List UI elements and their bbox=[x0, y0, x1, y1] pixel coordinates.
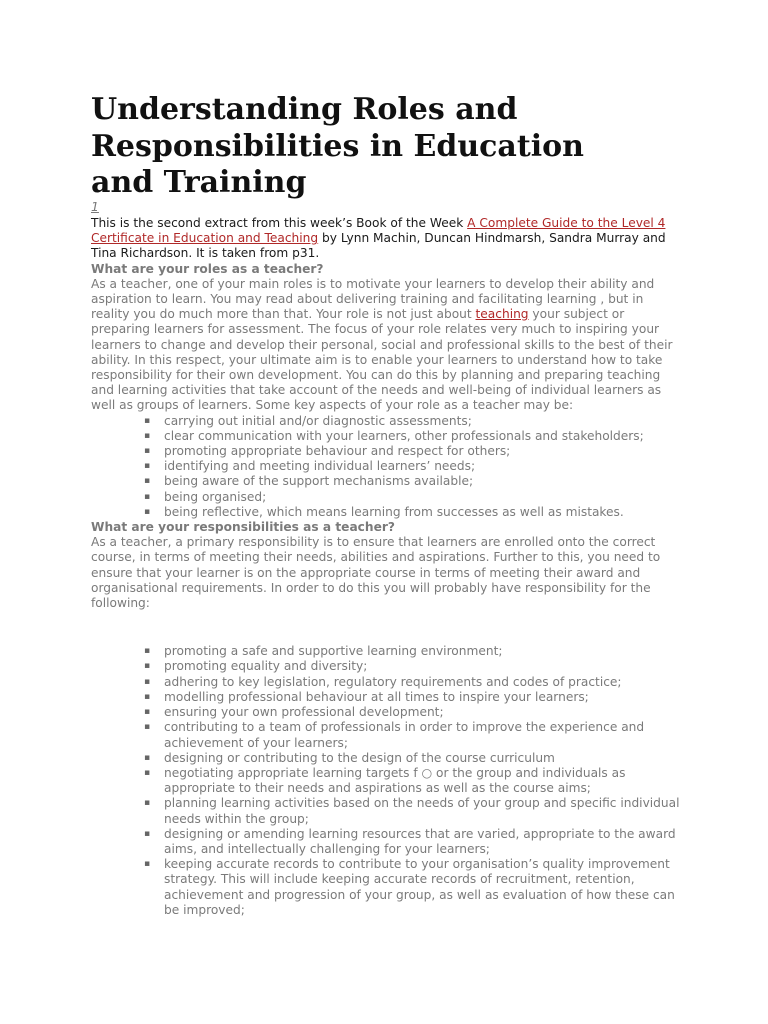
list-item-text: contributing to a team of professionals in order to improve the experience and achievement of your learners; bbox=[164, 720, 645, 750]
list-item bbox=[144, 720, 681, 750]
roles-paragraph bbox=[91, 277, 681, 414]
roles-list bbox=[91, 414, 681, 520]
list-item-text: being organised; bbox=[164, 489, 267, 504]
bullet-icon: ▪ bbox=[144, 661, 151, 672]
bullet-icon: ▪ bbox=[144, 798, 151, 809]
list-item bbox=[144, 429, 681, 444]
list-item-text: modelling professional behaviour at all times to inspire your learners; bbox=[164, 689, 589, 704]
page-title: Understanding Roles and Responsibilities in Education and Training bbox=[91, 92, 584, 200]
bullet-icon: ▪ bbox=[144, 676, 151, 687]
list-item bbox=[144, 474, 681, 489]
roles-heading: What are your roles as a teacher? bbox=[91, 261, 324, 276]
list-item bbox=[144, 659, 681, 674]
responsibilities-paragraph: As a teacher, a primary responsibility is to ensure that learners are enrolled onto the correct course, in terms of meeting their needs, abilities and aspirations. Further to this, you need to ensure that your learner is on the appropriate course in terms of meeting their award and organisational requirements. In order to do this you will probably have responsibility for the following: bbox=[91, 535, 661, 611]
list-item-text: being reflective, which means learning from successes as well as mistakes. bbox=[164, 504, 624, 519]
list-item-text: being aware of the support mechanisms available; bbox=[164, 474, 474, 489]
list-item-text: designing or contributing to the design of the course curriculum bbox=[164, 750, 555, 765]
teaching-link[interactable]: teaching bbox=[475, 307, 529, 322]
list-item bbox=[144, 644, 681, 659]
book-link[interactable]: A Complete Guide to the Level 4 Certificate in Education and Teaching bbox=[91, 216, 666, 246]
roles-text: As a teacher, one of your main roles is to motivate your learners to develop their ability and aspiration to learn. You may read about delivering training and facilitating learning , but in reality you do much more than that. Your role is not just about bbox=[91, 276, 655, 322]
article-body bbox=[91, 216, 681, 918]
list-item bbox=[144, 751, 681, 766]
bullet-icon: ▪ bbox=[144, 461, 151, 472]
bullet-icon: ▪ bbox=[144, 752, 151, 763]
bullet-icon: ▪ bbox=[144, 430, 151, 441]
roles-text-continued: your subject or preparing learners for assessment. The focus of your role relates very much to inspiring your learners to change and develop their personal, social and professional skills to the best of their ability. In this respect, your ultimate aim is to enable your learners to understand how to take responsibility for their own development. You can do this by planning and preparing teaching and learning activities that take account of the needs and well-being of individual learners as well as groups of learners. Some key aspects of your role as a teacher may be: bbox=[91, 307, 673, 413]
intro-authors-text: by Lynn Machin, Duncan Hindmarsh, Sandra Murray and Tina Richardson. It is taken from p31. bbox=[91, 231, 666, 261]
list-item bbox=[144, 857, 681, 918]
bullet-icon: ▪ bbox=[144, 646, 151, 657]
list-item-text: ensuring your own professional development; bbox=[164, 705, 444, 720]
list-item-text: negotiating appropriate learning targets f ○ or the group and individuals as appropriate to their needs and aspirations as well as the course aims; bbox=[164, 765, 626, 796]
list-item-text: identifying and meeting individual learners’ needs; bbox=[164, 459, 476, 474]
list-item-text: keeping accurate records to contribute to your organisation’s quality improvement strategy. This will include keeping accurate records of recruitment, retention, achievement and progression of your group, as well as evaluation of how these can be improved; bbox=[164, 857, 675, 917]
list-item bbox=[144, 705, 681, 720]
list-item-text: adhering to key legislation, regulatory requirements and codes of practice; bbox=[164, 674, 622, 689]
bullet-icon: ▪ bbox=[144, 491, 151, 502]
list-item bbox=[144, 796, 681, 826]
list-item-text: carrying out initial and/or diagnostic assessments; bbox=[164, 413, 472, 428]
bullet-icon: ▪ bbox=[144, 767, 151, 778]
list-item-text: planning learning activities based on the needs of your group and specific individual needs within the group; bbox=[164, 796, 680, 826]
bullet-icon: ▪ bbox=[144, 707, 151, 718]
bullet-icon: ▪ bbox=[144, 859, 151, 870]
intro-text: This is the second extract from this week’s Book of the Week bbox=[91, 216, 468, 230]
bullet-icon: ▪ bbox=[144, 446, 151, 457]
list-item bbox=[144, 505, 681, 520]
bullet-icon: ▪ bbox=[144, 476, 151, 487]
list-item bbox=[144, 490, 681, 505]
list-item bbox=[144, 459, 681, 474]
list-item-text: clear communication with your learners, other professionals and stakeholders; bbox=[164, 428, 644, 443]
bullet-icon: ▪ bbox=[144, 506, 151, 517]
intro-paragraph bbox=[91, 216, 681, 262]
responsibilities-list bbox=[91, 644, 681, 918]
bullet-icon: ▪ bbox=[144, 415, 151, 426]
list-item bbox=[144, 675, 681, 690]
responsibilities-heading: What are your responsibilities as a teacher? bbox=[91, 520, 395, 535]
list-item-text: promoting appropriate behaviour and respect for others; bbox=[164, 444, 511, 459]
list-item bbox=[144, 444, 681, 459]
list-item-text: promoting equality and diversity; bbox=[164, 659, 368, 674]
spacer bbox=[91, 611, 681, 644]
list-item bbox=[144, 766, 681, 796]
bullet-icon: ▪ bbox=[144, 691, 151, 702]
bullet-icon: ▪ bbox=[144, 828, 151, 839]
list-item bbox=[144, 827, 681, 857]
list-item bbox=[144, 414, 681, 429]
list-item-text: promoting a safe and supportive learning environment; bbox=[164, 644, 503, 659]
list-item bbox=[144, 690, 681, 705]
footnote-link[interactable]: 1 bbox=[91, 199, 99, 214]
list-item-text: designing or amending learning resources that are varied, appropriate to the award aims, and intellectually challenging for your learners; bbox=[164, 826, 676, 856]
bullet-icon: ▪ bbox=[144, 722, 151, 733]
